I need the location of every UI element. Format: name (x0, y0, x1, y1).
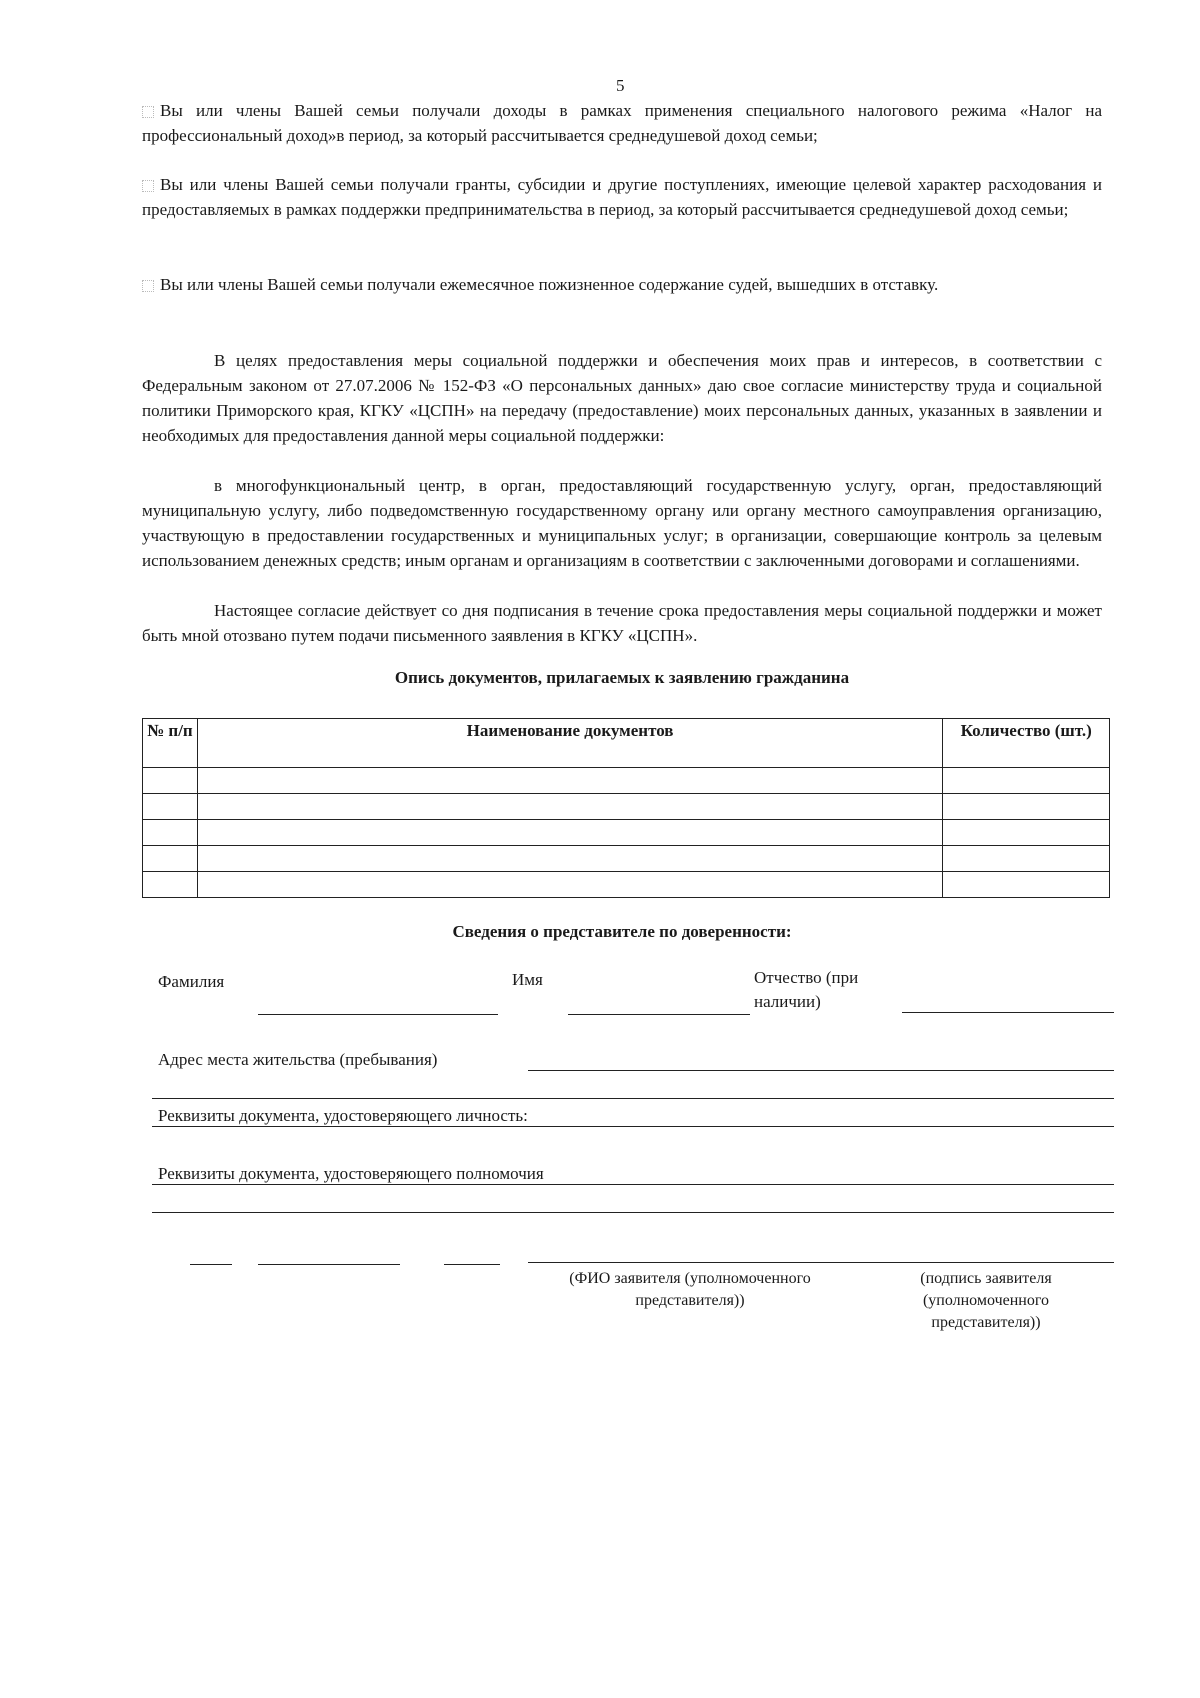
checkbox-icon[interactable] (142, 106, 154, 118)
col-number-header: № п/п (143, 719, 198, 768)
page-number: 5 (616, 76, 625, 95)
table-cell[interactable] (943, 768, 1110, 794)
table-cell[interactable] (143, 820, 198, 846)
table-cell[interactable] (943, 872, 1110, 898)
surname-label: Фамилия (158, 972, 225, 991)
table-cell[interactable] (943, 820, 1110, 846)
paragraph-professional-income (142, 98, 1102, 148)
paragraph-grants (142, 172, 1102, 222)
table-row (143, 872, 1110, 898)
name-field[interactable] (568, 1014, 750, 1015)
table-cell[interactable] (143, 768, 198, 794)
authority-document-field-line-2[interactable] (152, 1212, 1114, 1213)
consent-paragraph-3: Настоящее согласие действует со дня подписания в течение срока предоставления меры социальной поддержки и может быть мной отозвано путем подачи письменного заявления в КГКУ «ЦСПН». (142, 601, 1102, 645)
patronymic-label: Отчество (при наличии) (754, 968, 859, 1011)
table-row (143, 794, 1110, 820)
inventory-title: Опись документов, прилагаемых к заявлению гражданина (394, 668, 850, 687)
col-name-header: Наименование документов (197, 719, 943, 768)
table-header-row (143, 719, 1110, 768)
consent-paragraph-1: В целях предоставления меры социальной поддержки и обеспечения моих прав и интересов, в соответствии с Федеральным законом от 27.07.2006 № 152-ФЗ «О персональных данных» даю свое согласие министерству труда и социальной политики Приморского края, КГКУ «ЦСПН» на передачу (предоставление) моих персональных данных, указанных в заявлении и необходимых для предоставления данной меры социальной поддержки: (142, 351, 1102, 445)
table-cell[interactable] (197, 820, 943, 846)
address-label: Адрес места жительства (пребывания) (158, 1050, 438, 1069)
paragraph-text: Вы или члены Вашей семьи получали доходы в рамках применения специального налогового режима «Налог на профессиональный доход»в период, за который рассчитывается среднедушевой доход семьи; (142, 101, 1102, 145)
authority-document-label: Реквизиты документа, удостоверяющего полномочия (158, 1164, 544, 1183)
documents-table (142, 718, 1110, 898)
paragraph-text: Вы или члены Вашей семьи получали гранты, субсидии и другие поступлениях, имеющие целевой характер расходования и предоставляемых в рамках поддержки предпринимательства в период, за который рассчитывается среднедушевой доход семьи; (142, 175, 1102, 219)
authority-document-field[interactable] (152, 1184, 1114, 1185)
date-day-field[interactable] (190, 1264, 232, 1265)
date-year-field[interactable] (444, 1264, 500, 1265)
address-field-line-2[interactable] (152, 1098, 1114, 1099)
paragraph-text: Вы или члены Вашей семьи получали ежемесячное пожизненное содержание судей, вышедших в отставку. (160, 275, 939, 294)
table-cell[interactable] (143, 872, 198, 898)
representative-title: Сведения о представителе по доверенности: (452, 922, 792, 941)
consent-paragraph-2: в многофункциональный центр, в орган, предоставляющий государственную услугу, орган, предоставляющий муниципальную услугу, либо подведомственную государственному органу или органу местного самоуправления организацию, участвующую в предоставлении государственных и муниципальных услуг; в организации, совершающие контроль за целевым использованием денежных средств; иным органам и организациям в соответствии с заключенными договорами и соглашениями. (142, 476, 1102, 570)
paragraph-judges (142, 272, 1102, 297)
patronymic-field[interactable] (902, 1012, 1114, 1013)
checkbox-icon[interactable] (142, 180, 154, 192)
table-row (143, 768, 1110, 794)
table-cell[interactable] (943, 794, 1110, 820)
table-cell[interactable] (143, 846, 198, 872)
surname-field[interactable] (258, 1014, 498, 1015)
table-row (143, 846, 1110, 872)
fio-caption: (ФИО заявителя (уполномоченного представителя)) (569, 1270, 811, 1309)
table-cell[interactable] (197, 872, 943, 898)
date-month-field[interactable] (258, 1264, 400, 1265)
table-cell[interactable] (197, 794, 943, 820)
address-field[interactable] (528, 1070, 1114, 1071)
table-row (143, 820, 1110, 846)
name-label: Имя (512, 970, 543, 989)
signature-caption: (подпись заявителя (уполномоченного представителя)) (920, 1270, 1052, 1331)
id-document-field[interactable] (152, 1126, 1114, 1127)
table-cell[interactable] (943, 846, 1110, 872)
id-document-label: Реквизиты документа, удостоверяющего личность: (158, 1106, 528, 1125)
col-qty-header: Количество (шт.) (943, 719, 1110, 768)
checkbox-icon[interactable] (142, 280, 154, 292)
signature-field[interactable] (528, 1262, 1114, 1263)
table-cell[interactable] (197, 846, 943, 872)
table-cell[interactable] (197, 768, 943, 794)
table-cell[interactable] (143, 794, 198, 820)
